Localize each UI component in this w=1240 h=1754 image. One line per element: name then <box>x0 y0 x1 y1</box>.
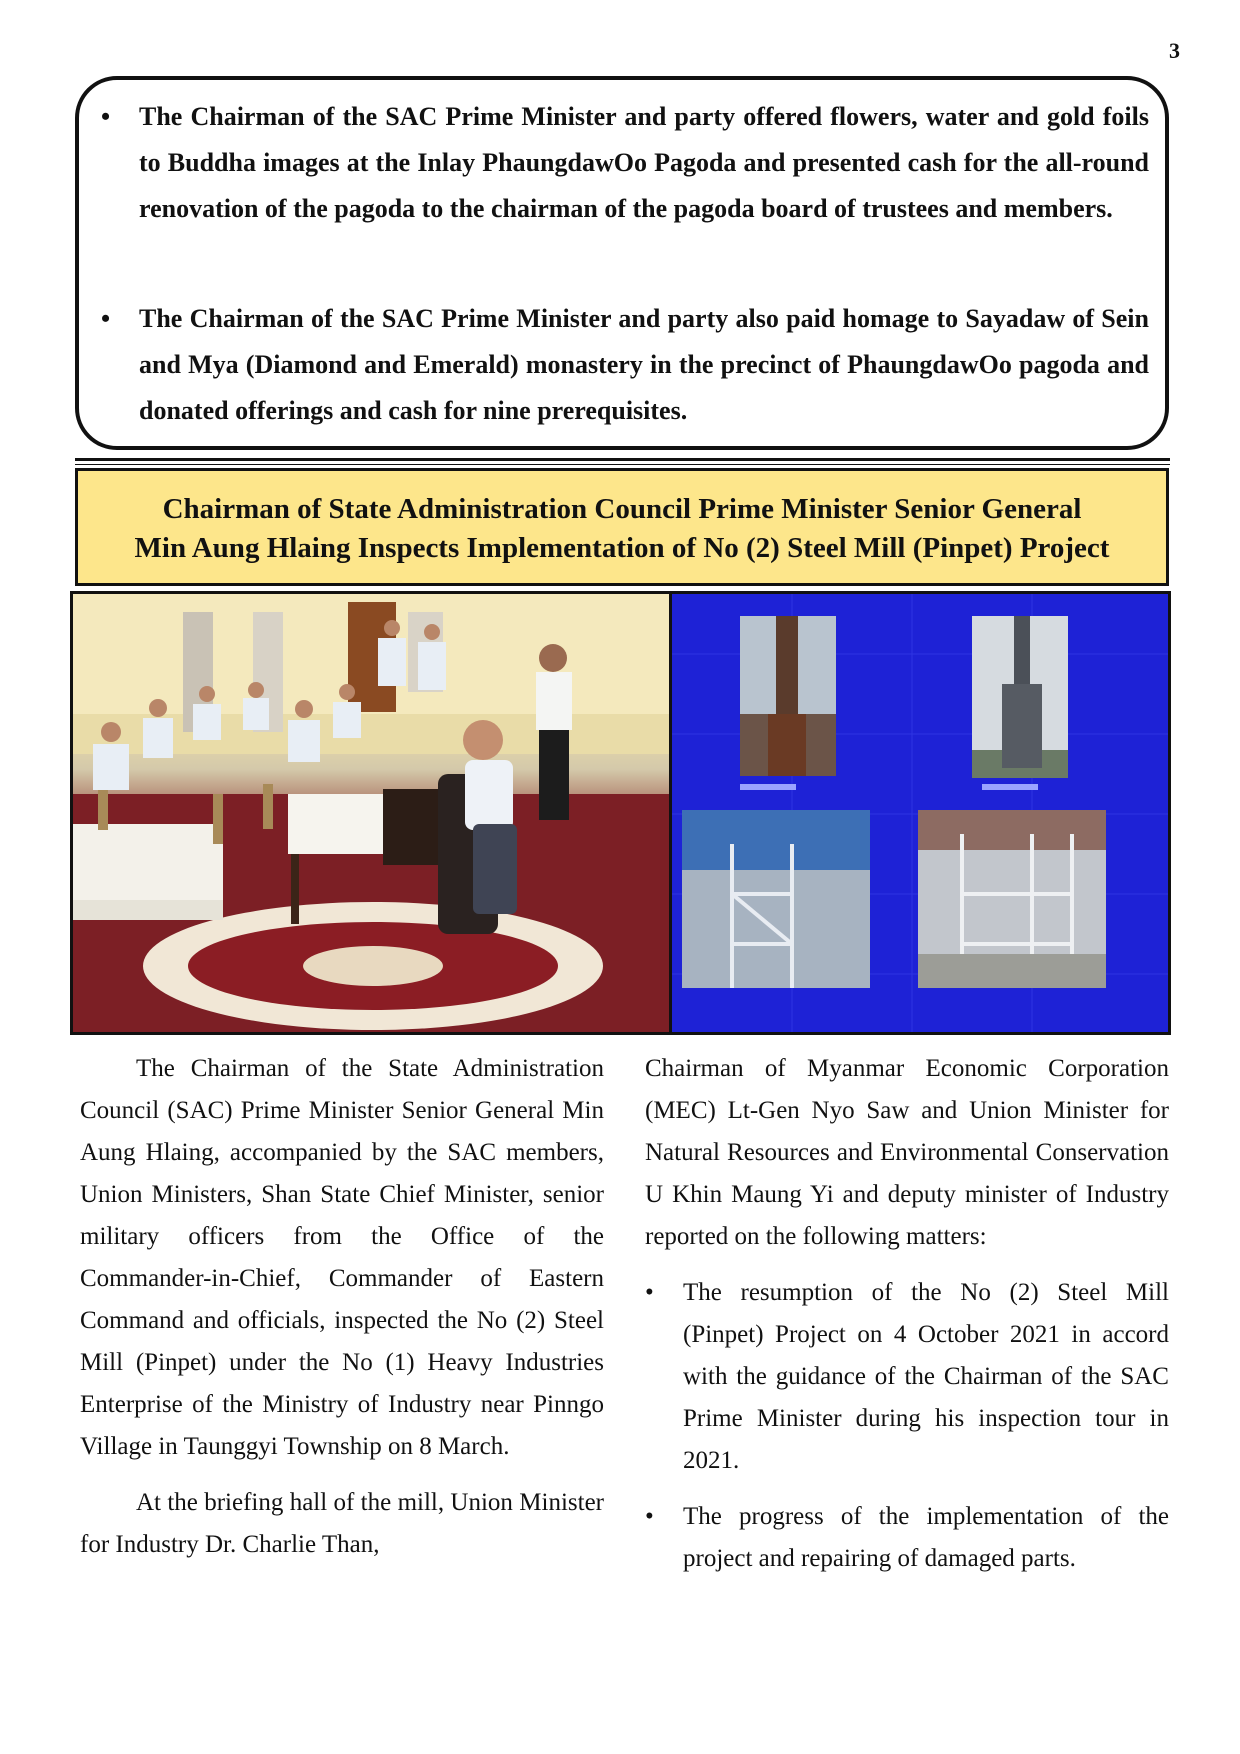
article-paragraph: The Chairman of the State Administration Council (SAC) Prime Minister Senior General Min Aung Hlaing, accompanied by the SAC members, Union Ministers, Shan State Chief Minister, senior military officers from the Office of the Commander-in-Chief, Commander of Eastern Command and officials, inspected the No (2) Steel Mill (Pinpet) under the No (1) Heavy Industries Enterprise of the Ministry of Industry near Pinngo Village in Taunggyi Township on 8 March. <box>80 1055 604 1460</box>
article-paragraph: At the briefing hall of the mill, Union Minister for Industry Dr. Charlie Than, <box>80 1489 604 1558</box>
report-item <box>645 1272 1169 1482</box>
article-paragraph: Chairman of Myanmar Economic Corporation (MEC) Lt-Gen Nyo Saw and Union Minister for Natural Resources and Environmental Conservation U Khin Maung Yi and deputy minister of Industry reported on the following matters: <box>645 1055 1169 1250</box>
bullet-icon: • <box>101 102 111 131</box>
photo-strip <box>70 591 1171 1035</box>
bullet-icon: • <box>645 1503 654 1530</box>
bullet-icon: • <box>645 1279 654 1306</box>
bullet-icon: • <box>101 304 111 333</box>
steel-mill-slide-illustration <box>672 594 1168 1032</box>
report-item <box>645 1496 1169 1580</box>
divider-line <box>75 458 1170 461</box>
highlights-box <box>75 76 1169 450</box>
report-item-text: The progress of the implementation of the project and repairing of damaged parts. <box>683 1503 1169 1572</box>
briefing-hall-illustration <box>73 594 669 1032</box>
headline-line-1: Chairman of State Administration Council Prime Minister Senior General <box>162 493 1082 525</box>
mill-slide-photo <box>669 594 1168 1032</box>
article-headline <box>75 468 1169 586</box>
briefing-hall-photo <box>73 594 669 1032</box>
page-number: 3 <box>1169 38 1180 63</box>
divider-line <box>75 464 1170 465</box>
highlight-text: The Chairman of the SAC Prime Minister and party also paid homage to Sayadaw of Sein and Mya (Diamond and Emerald) monastery in the precinct of PhaungdawOo pagoda and donated offerings and cash for nine prerequisites. <box>139 304 1149 425</box>
highlight-item <box>101 296 1149 434</box>
highlight-text: The Chairman of the SAC Prime Minister and party offered flowers, water and gold foils to Buddha images at the Inlay PhaungdawOo Pagoda and presented cash for the all-round renovation of the pagoda to the chairman of the pagoda board of trustees and members. <box>139 102 1149 223</box>
article-column-left <box>80 1048 604 1580</box>
report-item-text: The resumption of the No (2) Steel Mill (Pinpet) Project on 4 October 2021 in accord with the guidance of the Chairman of the SAC Prime Minister during his inspection tour in 2021. <box>683 1279 1169 1474</box>
highlight-item <box>101 94 1149 232</box>
headline-line-2: Min Aung Hlaing Inspects Implementation of No (2) Steel Mill (Pinpet) Project <box>134 532 1110 564</box>
article-column-right <box>645 1048 1169 1594</box>
